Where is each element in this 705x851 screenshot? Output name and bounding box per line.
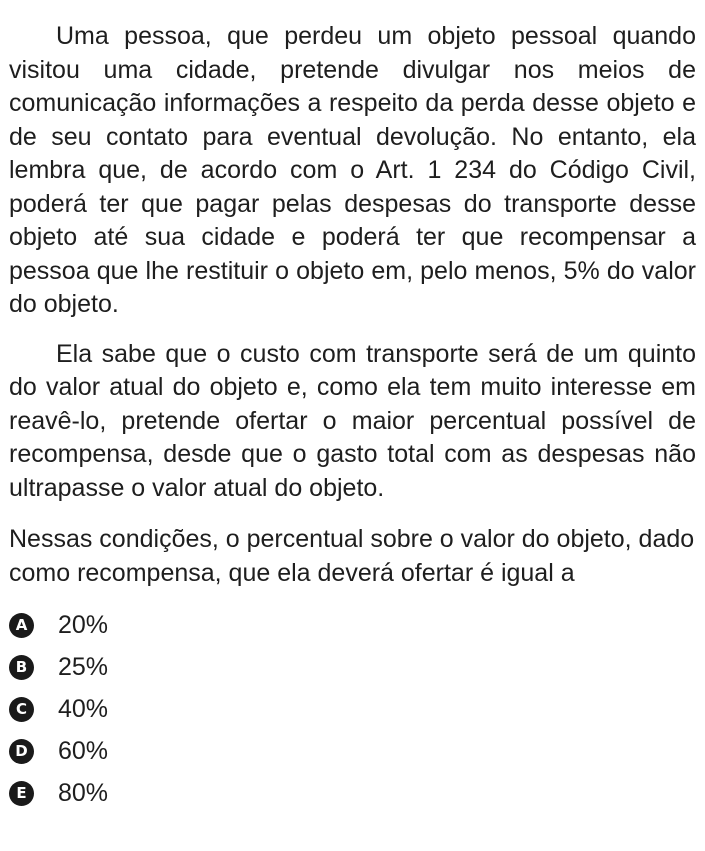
option-c[interactable] <box>9 688 696 730</box>
option-a[interactable] <box>9 604 696 646</box>
option-b-text: 25% <box>58 652 109 681</box>
option-d[interactable] <box>9 730 696 772</box>
statement-paragraph-2: Ela sabe que o custo com transporte será de um quinto do valor atual do objeto e, como ela tem muito interesse em reavê-lo, pretende ofertar o maior percentual possível de recompensa, desde que o gasto total com as despesas não ultrapasse o valor atual do objeto. <box>9 339 696 502</box>
option-b-letter-icon: B <box>9 655 34 680</box>
option-c-text: 40% <box>58 694 109 723</box>
option-d-text: 60% <box>58 736 109 765</box>
answer-options <box>9 604 696 814</box>
option-b[interactable] <box>9 646 696 688</box>
question-prompt: Nessas condições, o percentual sobre o valor do objeto, dado como recompensa, que ela deverá ofertar é igual a <box>9 525 695 587</box>
option-e[interactable] <box>9 772 696 814</box>
option-d-letter-icon: D <box>9 739 34 764</box>
statement-paragraph-1: Uma pessoa, que perdeu um objeto pessoal quando visitou uma cidade, pretende divulgar nos meios de comunicação informações a respeito da perda desse objeto e de seu contato para eventual devolução. No entanto, ela lembra que, de acordo com o Art. 1 234 do Código Civil, poderá ter que pagar pelas despesas do transporte desse objeto até sua cidade e poderá ter que recompensar a pessoa que lhe restituir o objeto em, pelo menos, 5% do valor do objeto. <box>9 22 696 318</box>
option-e-text: 80% <box>58 778 109 807</box>
option-e-letter-icon: E <box>9 781 34 806</box>
option-c-letter-icon: C <box>9 697 34 722</box>
option-a-letter-icon: A <box>9 613 34 638</box>
option-a-text: 20% <box>58 610 109 639</box>
